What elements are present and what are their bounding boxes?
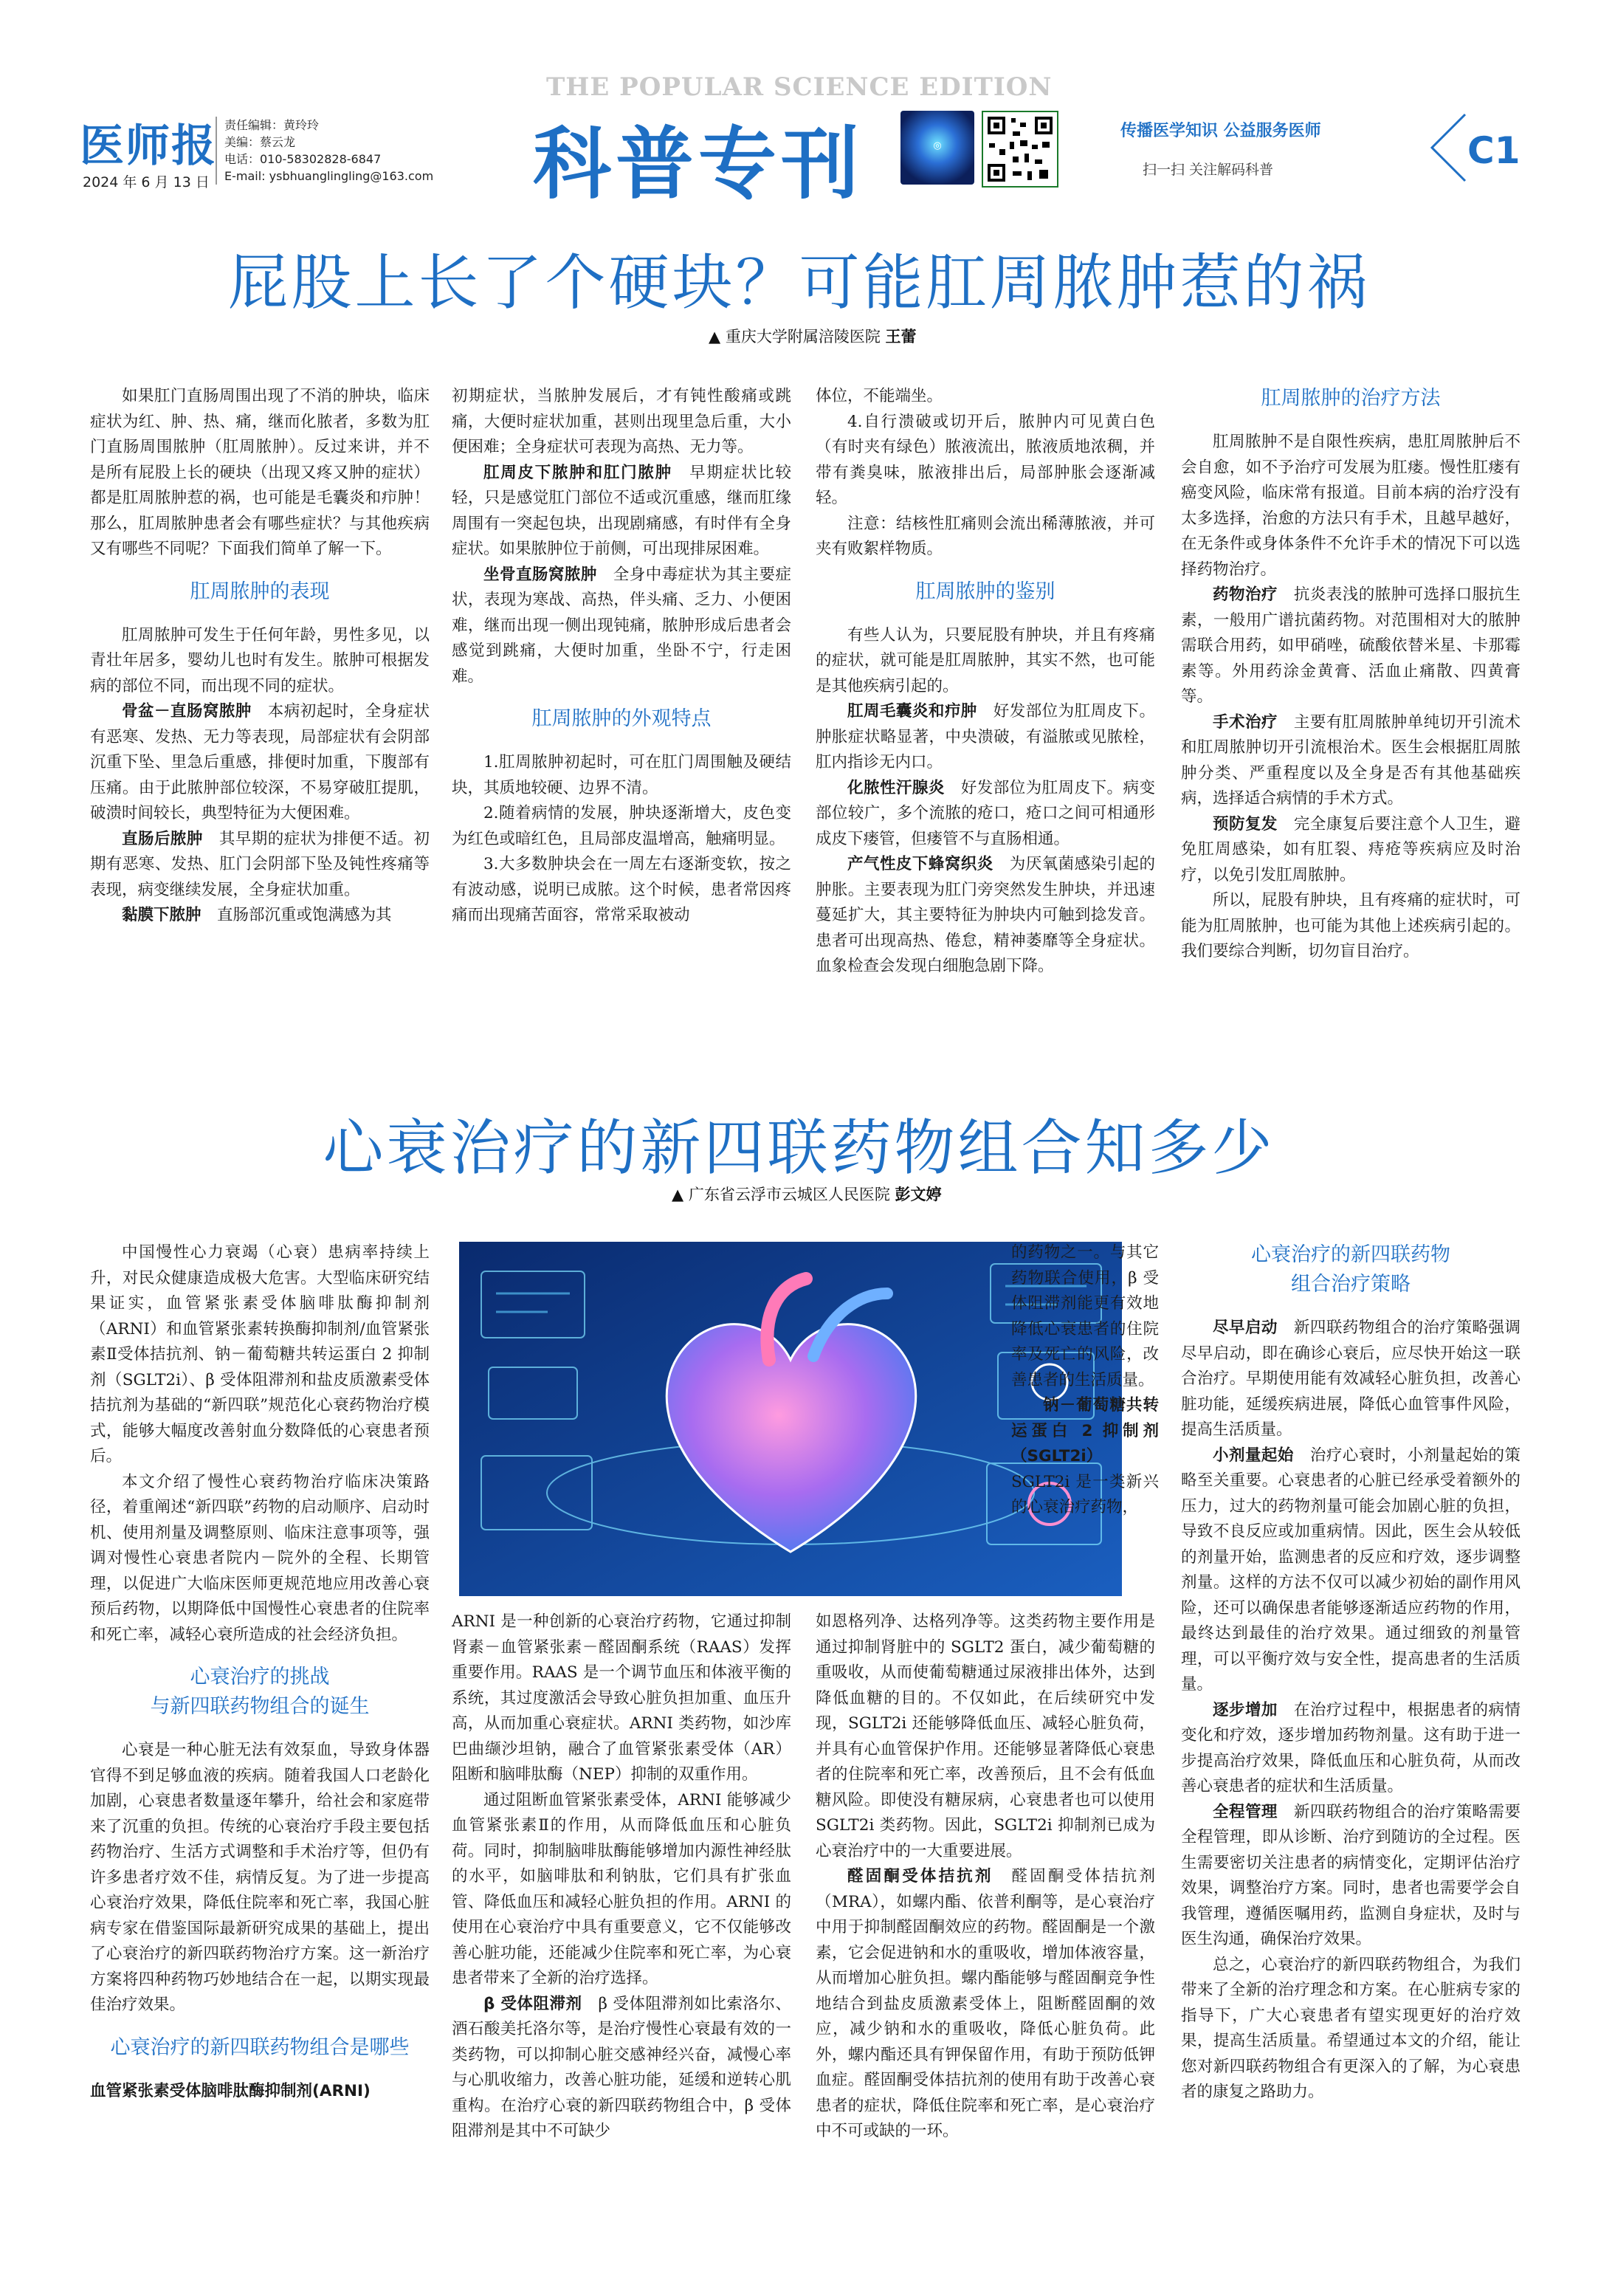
paragraph bbox=[816, 852, 1155, 980]
paragraph bbox=[1181, 710, 1520, 812]
paragraph: 4.自行溃破或切开后，脓肿内可见黄白色（有时夹有绿色）脓液流出，脓液质地浓稠，并带有粪臭味，脓液排出后，局部肿胀会逐渐减轻。 bbox=[816, 412, 1155, 507]
section-heading: 心衰治疗的新四联药物组合是哪些 bbox=[110, 2035, 410, 2059]
paragraph: 1.肛周脓肿初起时，可在肛门周围触及硬结块，其质地较硬、边界不清。 bbox=[452, 753, 791, 797]
paragraph-body: 好发部位为肛周皮下。病变部位较广，多个流脓的疮口，疮口之间可相通形成皮下瘘管，但瘘管不与直肠相通。 bbox=[816, 778, 1155, 848]
paragraph: 注意：结核性肛痛则会流出稀薄脓液，并可夹有败絮样物质。 bbox=[816, 514, 1155, 558]
section-heading: 肛周脓肿的治疗方法 bbox=[1261, 387, 1441, 410]
paragraph-body: 为厌氧菌感染引起的肿胀。主要表现为肛门旁突然发生肿块，并迅速蔓延扩大，其主要特征为肿块内可触到捻发音。患者可出现高热、倦怠，精神萎靡等全身症状。血象检查会发现白细胞急剧下降。 bbox=[816, 855, 1155, 975]
paragraph-lead: 钠－葡萄糖共转运蛋白 2 抑制剂（SGLT2i） bbox=[1011, 1396, 1159, 1465]
article-2-column-2-top bbox=[1011, 1240, 1159, 1521]
paragraph bbox=[452, 1992, 791, 2145]
contact-email: E-mail: ysbhuanglingling@163.com bbox=[224, 169, 434, 183]
paragraph: 的药物之一。与其它药物联合使用，β 受体阻滞剂能更有效地降低心衰患者的住院率及死亡的风险，改善患者的生活质量。 bbox=[1011, 1243, 1159, 1389]
brand-image bbox=[900, 111, 974, 185]
article-1-column-1 bbox=[90, 384, 430, 929]
paragraph-lead: 肛周毛囊炎和疖肿 bbox=[847, 702, 977, 721]
paragraph: 3.大多数肿块会在一周左右逐渐变软，按之有波动感，说明已成脓。这个时候，患者常因疼痛而出现痛苦面容，常常采取被动 bbox=[452, 855, 791, 924]
paragraph-lead: 逐步增加 bbox=[1213, 1700, 1278, 1719]
paragraph bbox=[1181, 1443, 1520, 1698]
article-1-title: 屁股上长了个硬块？可能肛周脓肿惹的祸 bbox=[227, 248, 1371, 318]
paragraph: 本文介绍了慢性心衰药物治疗临床决策路径，着重阐述“新四联”药物的启动顺序、启动时机、使用剂量及调整原则、临床注意事项等，强调对慢性心衰患者院内－院外的全程、长期管理，以促进广大临床医师更规范地应用改善心衰预后药物，以期降低中国慢性心衰患者的住院率和死亡率，减轻心衰所造成的社会经济负担。 bbox=[90, 1472, 430, 1644]
section-heading-line-1: 心衰治疗的新四联药物 bbox=[1251, 1243, 1450, 1266]
paragraph-lead: 预防复发 bbox=[1213, 814, 1278, 833]
article-2-byline bbox=[672, 1183, 942, 1205]
paragraph-body: β 受体阻滞剂如比索洛尔、酒石酸美托洛尔等，是治疗慢性心衰最有效的一类药物，可以抑制心脏交感神经兴奋，减慢心率与心肌收缩力，改善心脏功能，延缓和逆转心肌重构。在治疗心衰的新四联药物组合中，β 受体阻滞剂是其中不可缺少 bbox=[452, 1994, 791, 2140]
paragraph-body: 直肠部沉重或饱满感为其 bbox=[217, 906, 392, 924]
article-1-column-2 bbox=[452, 384, 791, 929]
article-2-author: 彭文婷 bbox=[895, 1186, 942, 1203]
section-heading-line-1: 心衰治疗的挑战 bbox=[190, 1666, 330, 1688]
article-2-column-2 bbox=[452, 1609, 791, 2145]
paragraph: ARNI 是一种创新的心衰治疗药物，它通过抑制肾素－血管紧张素－醛固酮系统（RAAS）发挥重要作用。RAAS 是一个调节血压和体液平衡的系统，其过度激活会导致心脏负担加重、血压升高，从而加重心衰症状。ARNI 类药物，如沙库巴曲缬沙坦钠，融合了血管紧张素受体（AR）阻断和脑啡肽酶（NEP）抑制的双重作用。 bbox=[452, 1612, 791, 1784]
paragraph-lead: 直肠后脓肿 bbox=[122, 829, 203, 848]
paragraph: 总之，心衰治疗的新四联药物组合，为我们带来了全新的治疗理念和方案。在心脏病专家的指导下，广大心衰患者有望实现更好的治疗效果，提高生活质量。希望通过本文的介绍，能让您对新四联药物组合有更深入的了解，为心衰患者的康复之路助力。 bbox=[1181, 1955, 1520, 2101]
section-heading: 肛周脓肿的表现 bbox=[190, 580, 330, 603]
section-heading: 肛周脓肿的外观特点 bbox=[531, 707, 712, 730]
paragraph bbox=[816, 776, 1155, 853]
paragraph-lead: 坐骨直肠窝脓肿 bbox=[483, 565, 597, 584]
brand-image-glyph: ◎ bbox=[933, 140, 942, 151]
paragraph-body: 早期症状比较轻，只是感觉肛门部位不适或沉重感，继而肛缘周围有一突起包块，出现剧痛感，有时伴有全身症状。如果脓肿位于前侧，可出现排尿困难。 bbox=[452, 463, 791, 558]
paragraph-body: 主要有肛周脓肿单纯切开引流术和肛周脓肿切开引流根治术。医生会根据肛周脓肿分类、严重程度以及全身是否有其他基础疾病，选择适合病情的手术方式。 bbox=[1181, 712, 1520, 808]
paragraph: SGLT2i 是一类新兴的心衰治疗药物， bbox=[1011, 1472, 1159, 1516]
paragraph: 如果肛门直肠周围出现了不消的肿块，临床症状为红、肿、热、痛，继而化脓者，多数为肛门直肠周围脓肿（肛周脓肿）。反过来讲，并不是所有屁股上长的硬块（出现又疼又肿的症状）都是肛周脓肿惹的祸，也可能是毛囊炎和疖肿！那么，肛周脓肿患者会有哪些症状？与其他疾病又有哪些不同呢？下面我们简单了解一下。 bbox=[90, 387, 430, 558]
paragraph: 心衰是一种心脏无法有效泵血，导致身体器官得不到足够血液的疾病。随着我国人口老龄化加剧，心衰患者数量逐年攀升，给社会和家庭带来了沉重的负担。传统的心衰治疗手段主要包括药物治疗、生活方式调整和手术治疗等，但仍有许多患者疗效不佳，病情反复。为了进一步提高心衰治疗效果，降低住院率和死亡率，我国心脏病专家在借鉴国际最新研究成果的基础上，提出了心衰治疗的新四联药物治疗方案。这一新治疗方案将四种药物巧妙地结合在一起，以期实现最佳治疗效果。 bbox=[90, 1741, 430, 2014]
editor-info bbox=[216, 117, 433, 185]
paragraph: 2.随着病情的发展，肿块逐渐增大，皮色变为红色或暗红色，且局部皮温增高，触痛明显。 bbox=[452, 804, 791, 848]
paragraph bbox=[1181, 582, 1520, 710]
editor-name: 责任编辑：黄玲玲 bbox=[224, 118, 320, 132]
paragraph bbox=[90, 699, 430, 827]
paragraph-body: 醛固酮受体拮抗剂（MRA），如螺内酯、依普利酮等，是心衰治疗中用于抑制醛固酮效应的药物。醛固酮是一个激素，它会促进钠和水的重吸收，增加体液容量，从而增加心脏负担。螺内酯能够与醛固酮竞争性地结合到盐皮质激素受体上，阻断醛固酮的效应，减少钠和水的重吸收，降低心脏负荷。此外，螺内酯还具有钾保留作用，有助于预防低钾血症。醛固酮受体拮抗剂的使用有助于改善心衰患者的症状，降低住院率和死亡率，是心衰治疗中不可或缺的一环。 bbox=[816, 1867, 1155, 2140]
paragraph-body: 新四联药物组合的治疗策略需要全程管理，即从诊断、治疗到随访的全过程。医生需要密切关注患者的病情变化，定期评估治疗效果，调整治疗方案。同时，患者也需要学会自我管理，遵循医嘱用药，监测自身症状，及时与医生沟通，确保治疗效果。 bbox=[1181, 1802, 1520, 1948]
paragraph-lead: 骨盆－直肠窝脓肿 bbox=[122, 702, 252, 721]
slogan-top: 传播医学知识 公益服务医师 bbox=[1120, 122, 1321, 140]
paragraph-lead: 化脓性汗腺炎 bbox=[847, 778, 945, 797]
paragraph-lead: 手术治疗 bbox=[1213, 712, 1278, 732]
page-number: C1 bbox=[1467, 129, 1520, 172]
edition-name-en: THE POPULAR SCIENCE EDITION bbox=[546, 72, 1053, 102]
article-2-byline-org: ▲ 广东省云浮市云城区人民医院 bbox=[672, 1186, 890, 1203]
slogan-bottom: 扫一扫 关注解码科普 bbox=[1143, 162, 1274, 178]
paragraph-body: 新四联药物组合的治疗策略强调尽早启动，即在确诊心衰后，应尽快开始这一联合治疗。早期使用能有效减轻心脏负担，改善心脏功能，延缓疾病进展，降低心血管事件风险，提高生活质量。 bbox=[1181, 1319, 1520, 1439]
paragraph-body: 好发部位为肛周皮下。肿胀症状略显著，中央溃破，有溢脓或见脓栓，肛内指诊无内口。 bbox=[816, 702, 1155, 771]
article-2-column-4 bbox=[1181, 1240, 1520, 2106]
section-heading-line-2: 与新四联药物组合的诞生 bbox=[150, 1695, 370, 1718]
paragraph bbox=[1181, 812, 1520, 889]
paragraph-body: 在治疗过程中，根据患者的病情变化和疗效，逐步增加药物剂量。这有助于进一步提高治疗效果，降低血压和心脏负荷，从而改善心衰患者的症状和生活质量。 bbox=[1181, 1700, 1520, 1795]
paragraph bbox=[90, 2079, 430, 2105]
paragraph: 所以，屁股有肿块，且有疼痛的症状时，可能为肛周脓肿，也可能为其他上述疾病引起的。我们要综合判断，切勿盲目治疗。 bbox=[1181, 891, 1520, 960]
paragraph bbox=[816, 1864, 1155, 2145]
paragraph-body: 治疗心衰时，小剂量起始的策略至关重要。心衰患者的心脏已经承受着额外的压力，过大的药物剂量可能会加剧心脏的负担，导致不良反应或加重病情。因此，医生会从较低的剂量开始，监测患者的反应和疗效，逐步调整剂量。这样的方法不仅可以减少初始的副作用风险，还可以确保患者能够逐渐适应药物的作用，最终达到最佳的治疗效果。通过细致的剂量管理，可以平衡疗效与安全性，提高患者的生活质量。 bbox=[1181, 1446, 1520, 1694]
paragraph bbox=[1181, 1800, 1520, 1953]
article-1-column-4 bbox=[1181, 384, 1520, 965]
paragraph-lead: β 受体阻滞剂 bbox=[483, 1994, 582, 2013]
paragraph bbox=[90, 903, 430, 929]
paragraph: 中国慢性心力衰竭（心衰）患病率持续上升，对民众健康造成极大危害。大型临床研究结果证实，血管紧张素受体脑啡肽酶抑制剂（ARNI）和血管紧张素转换酶抑制剂/血管紧张素Ⅱ受体拮抗剂、钠－葡萄糖共转运蛋白 2 抑制剂（SGLT2i）、β 受体阻滞剂和盐皮质激素受体拮抗剂为基础的“新四联”规范化心衰药物治疗模式，能够大幅度改善射血分数降低的心衰患者预后。 bbox=[90, 1243, 430, 1465]
paragraph: 肛周脓肿不是自限性疾病，患肛周脓肿后不会自愈，如不予治疗可发展为肛瘘。慢性肛瘘有癌变风险，临床常有报道。目前本病的治疗没有太多选择，治愈的方法只有手术，且越早越好，在无条件或身体条件不允许手术的情况下可以选择药物治疗。 bbox=[1181, 433, 1520, 579]
paragraph: 通过阻断血管紧张素受体，ARNI 能够减少血管紧张素Ⅱ的作用，从而降低血压和心脏负荷。同时，抑制脑啡肽酶能够增加内源性神经肽的水平，如脑啡肽和利钠肽，它们具有扩张血管、降低血压和减轻心脏负担的作用。ARNI 的使用在心衰治疗中具有重要意义，它不仅能够改善心脏功能，还能减少住院率和死亡率，为心衰患者带来了全新的治疗选择。 bbox=[452, 1790, 791, 1987]
paragraph-lead: 尽早启动 bbox=[1213, 1319, 1278, 1337]
paragraph-lead: 醛固酮受体拮抗剂 bbox=[847, 1867, 993, 1886]
section-heading bbox=[90, 1663, 430, 1722]
paragraph: 体位，不能端坐。 bbox=[816, 387, 943, 405]
paragraph-body: 抗炎表浅的脓肿可选择口服抗生素，一般用广谱抗菌药物。对范围相对大的脓肿需联合用药，如甲硝唑，硫酸依替米星、卡那霉素等。外用药涂金黄膏、活血止痛散、四黄膏等。 bbox=[1181, 585, 1520, 706]
section-heading: 肛周脓肿的鉴别 bbox=[915, 580, 1055, 603]
qr-code-icon bbox=[982, 111, 1058, 188]
section-heading bbox=[1181, 1240, 1520, 1299]
paragraph bbox=[452, 461, 791, 563]
paragraph-lead: 产气性皮下蜂窝织炎 bbox=[847, 855, 993, 873]
article-2-column-1 bbox=[90, 1240, 430, 2104]
paragraph: 初期症状，当脓肿发展后，才有钝性酸痛或跳痛，大便时症状加重，甚则出现里急后重，大小便困难；全身症状可表现为高热、无力等。 bbox=[452, 387, 791, 456]
paragraph bbox=[816, 699, 1155, 776]
paragraph-lead: 血管紧张素受体脑啡肽酶抑制剂(ARNI) bbox=[90, 2081, 371, 2100]
article-1-column-3 bbox=[816, 384, 1155, 980]
newspaper-logo: 医师报 bbox=[80, 120, 217, 172]
paragraph: 如恩格列净、达格列净等。这类药物主要作用是通过抑制肾脏中的 SGLT2 蛋白，减少葡萄糖的重吸收，从而使葡萄糖通过尿液排出体外，达到降低血糖的目的。不仅如此，在后续研究中发现，SGLT2i 还能够降低血压、减轻心脏负荷，并具有心血管保护作用。还能够显著降低心衰患者的住院率和死亡率，改善预后，且不会有低血糖风险。即使没有糖尿病，心衰患者也可以使用 SGLT2i 类药物。因此，SGLT2i 抑制剂已成为心衰治疗中的一大重要进展。 bbox=[816, 1612, 1155, 1860]
paragraph: 肛周脓肿可发生于任何年龄，男性多见，以青壮年居多，婴幼儿也时有发生。脓肿可根据发病的部位不同，而出现不同的症状。 bbox=[90, 625, 430, 695]
contact-phone: 电话：010-58302828-6847 bbox=[224, 152, 382, 166]
paragraph bbox=[452, 563, 791, 690]
paragraph bbox=[1011, 1393, 1159, 1470]
paragraph: 有些人认为，只要屁股有肿块，并且有疼痛的症状，就可能是肛周脓肿，其实不然，也可能是其他疾病引起的。 bbox=[816, 625, 1155, 695]
paragraph-lead: 肛周皮下脓肿和肛门脓肿 bbox=[483, 463, 672, 482]
article-1-author: 王蕾 bbox=[885, 328, 917, 346]
issue-date: 2024 年 6 月 13 日 bbox=[83, 174, 210, 190]
paragraph-lead: 全程管理 bbox=[1213, 1802, 1278, 1821]
paragraph bbox=[1181, 1316, 1520, 1443]
paragraph bbox=[90, 827, 430, 904]
paragraph-lead: 药物治疗 bbox=[1213, 585, 1278, 604]
paragraph bbox=[1181, 1698, 1520, 1800]
paragraph-lead: 黏膜下脓肿 bbox=[122, 906, 202, 924]
article-1-byline-org: ▲ 重庆大学附属涪陵医院 bbox=[709, 328, 881, 346]
article-2-column-3 bbox=[816, 1609, 1155, 2145]
article-2-title: 心衰治疗的新四联药物组合知多少 bbox=[323, 1113, 1275, 1183]
paragraph-body: 全身中毒症状为其主要症状，表现为寒战、高热，伴头痛、乏力、小便困难，继而出现一侧出现钝痛，脓肿形成后患者会感觉到跳痛，大便时加重，坐卧不宁，行走困难。 bbox=[452, 565, 791, 686]
article-1-byline bbox=[709, 325, 917, 347]
edition-name-cn: 科普专刊 bbox=[533, 119, 864, 210]
paragraph-body: 完全康复后要注意个人卫生，避免肛周感染，如有肛裂、痔疮等疾病应及时治疗，以免引发肛周脓肿。 bbox=[1181, 814, 1520, 884]
designer-name: 美编：蔡云龙 bbox=[224, 135, 296, 149]
paragraph-body: 其早期的症状为排便不适。初期有恶寒、发热、肛门会阴部下坠及钝性疼痛等表现，病变继续发展，全身症状加重。 bbox=[90, 829, 430, 899]
section-heading-line-2: 组合治疗策略 bbox=[1291, 1273, 1411, 1296]
paragraph-lead: 小剂量起始 bbox=[1213, 1446, 1294, 1465]
paragraph-body: 本病初起时，全身症状有恶寒、发热、无力等表现，局部症状有会阴部沉重下坠、里急后重感，排便时加重，下腹部有压痛。由于此脓肿部位较深，不易穿破肛提肌，破溃时间较长，典型特征为大便困难。 bbox=[90, 702, 430, 822]
